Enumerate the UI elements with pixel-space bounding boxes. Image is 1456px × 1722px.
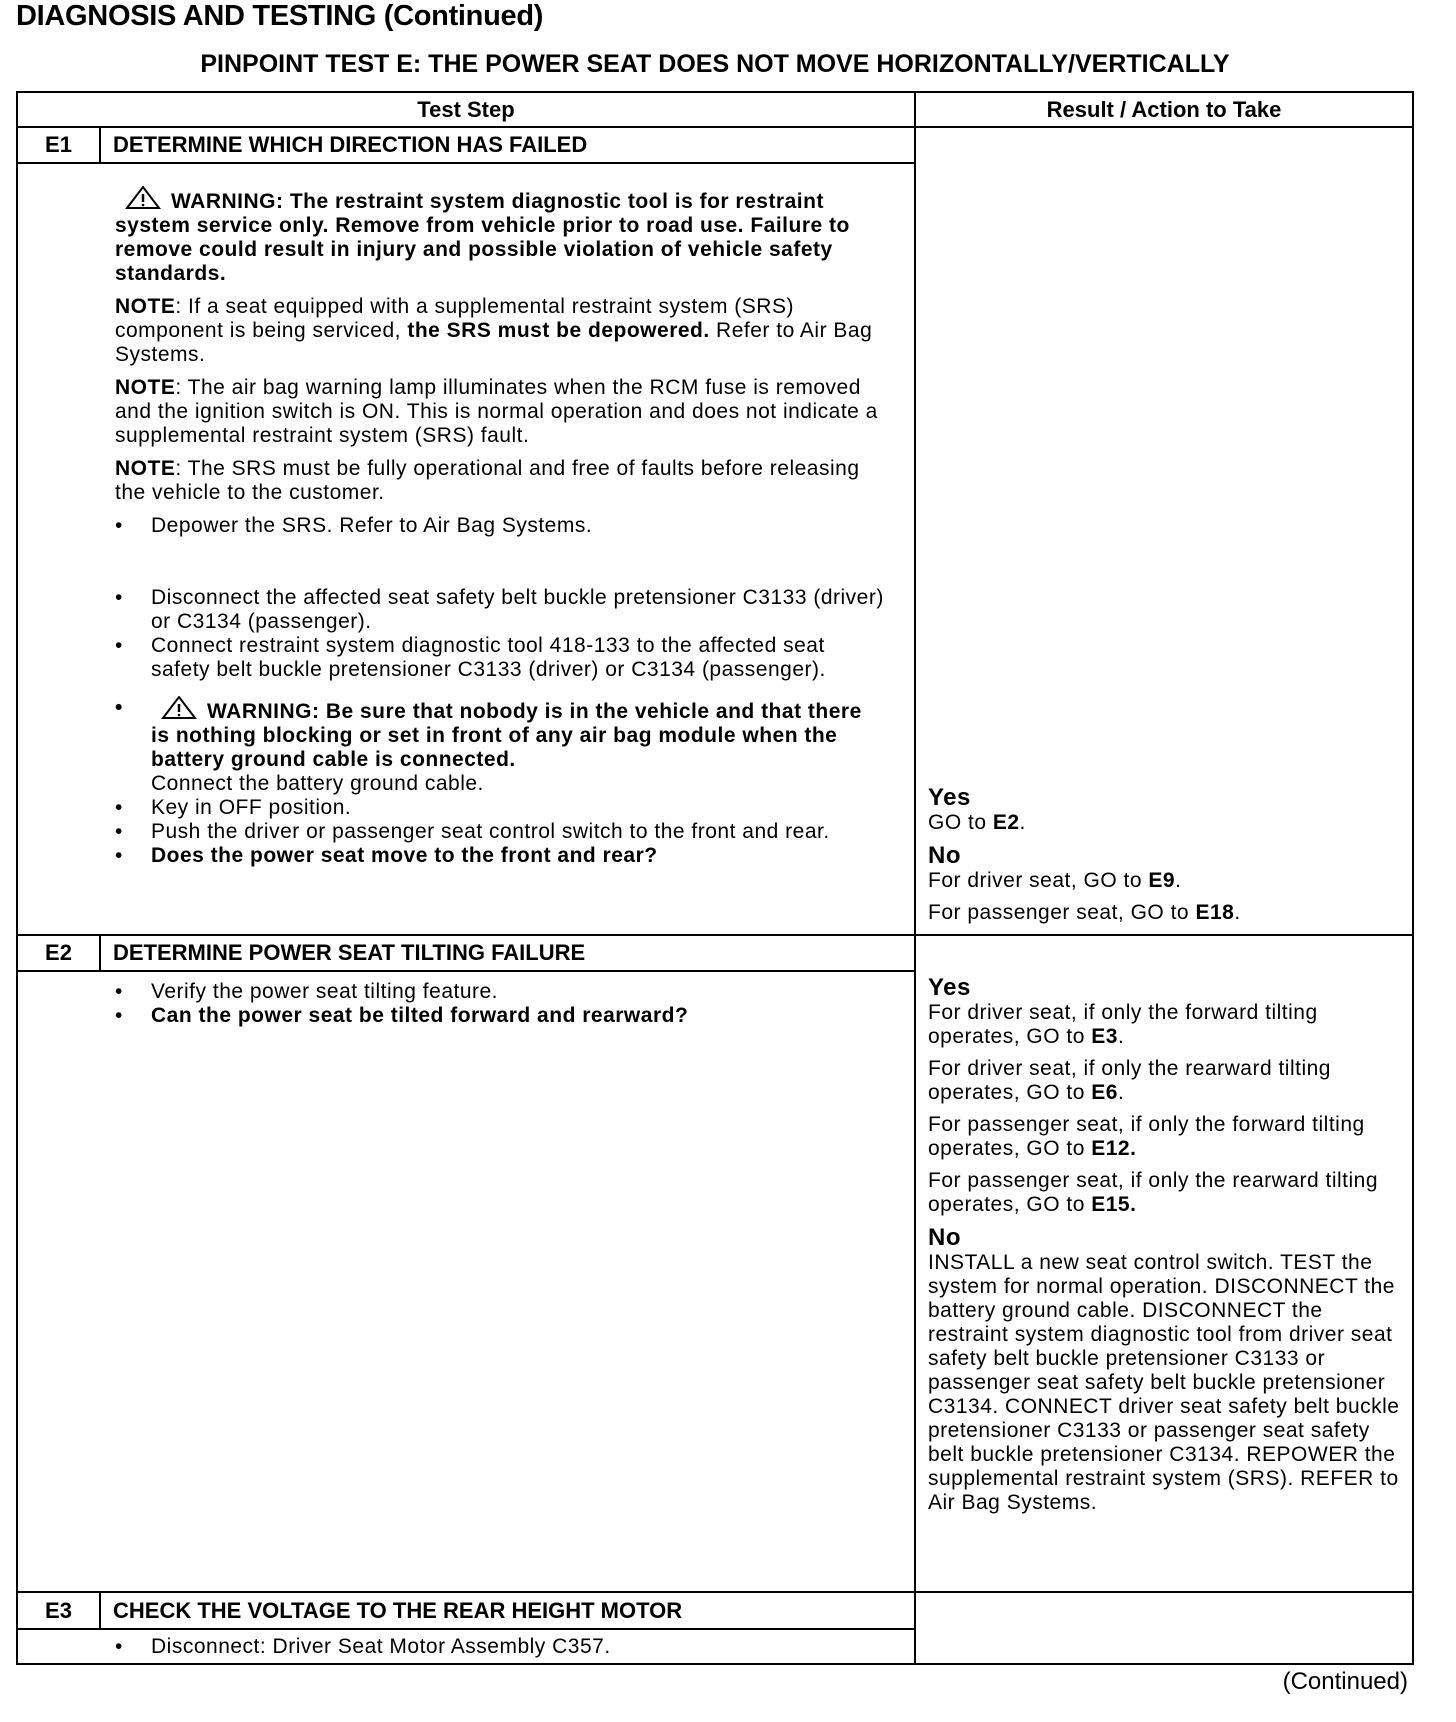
text-segment: WARNING: The restraint system diagnostic tool is for restraint system service only. Remove from vehicle prior to road use. Failure to remove could result in injury and possible violation of vehicle safety standards. — [115, 190, 850, 285]
text-segment: : The air bag warning lamp illuminates when the RCM fuse is removed and the ignition switch is ON. This is normal operation and does not indicate a supplemental restraint system (SRS) fault. — [115, 376, 878, 447]
step-title: CHECK THE VOLTAGE TO THE REAR HEIGHT MOTOR — [99, 1591, 916, 1630]
bullet-block — [115, 980, 884, 1004]
para-block — [115, 376, 884, 448]
text-segment: Depower the SRS. Refer to Air Bag Systems. — [151, 514, 593, 537]
text-segment: E18 — [1195, 901, 1235, 924]
bullet-block — [115, 820, 884, 844]
text-segment: Verify the power seat tilting feature. — [151, 980, 499, 1003]
para-block — [115, 457, 884, 505]
bullet-block — [115, 586, 884, 634]
text-segment: . — [1019, 811, 1026, 834]
text-segment: E15. — [1091, 1193, 1137, 1216]
continued-label: (Continued) — [1282, 1668, 1408, 1695]
text-segment: Yes — [928, 974, 971, 1001]
text-segment: Key in OFF position. — [151, 796, 352, 819]
warning-triangle-icon — [161, 696, 197, 720]
text-segment: Push the driver or passenger seat control switch to the front and rear. — [151, 820, 830, 843]
step-title: DETERMINE WHICH DIRECTION HAS FAILED — [99, 126, 916, 164]
step-title: DETERMINE POWER SEAT TILTING FAILURE — [99, 934, 916, 972]
step-e1-result — [914, 126, 1414, 936]
para-block — [928, 1057, 1404, 1105]
text-segment: E6 — [1091, 1081, 1118, 1104]
text-segment: . — [1117, 1081, 1125, 1104]
para-block — [928, 869, 1402, 893]
text-segment: WARNING: Be sure that nobody is in the vehicle and that there is nothing blocking or set in front of any air bag module when the battery ground cable is connected. — [151, 700, 862, 771]
text-segment: : If a seat equipped with a supplemental restraint system (SRS) component is being serviced, — [115, 295, 794, 342]
text-segment: E3 — [1091, 1025, 1118, 1048]
text-segment: NOTE — [115, 295, 176, 318]
pinpoint-test-title: PINPOINT TEST E: THE POWER SEAT DOES NOT MOVE HORIZONTALLY/VERTICALLY — [200, 50, 1230, 78]
step-id: E1 — [16, 126, 101, 164]
text-segment: E9 — [1148, 869, 1176, 892]
para-block — [928, 1169, 1404, 1217]
heading-block — [928, 975, 1404, 1001]
para-block — [928, 901, 1402, 925]
text-segment: . — [1175, 869, 1182, 892]
column-header-result: Result / Action to Take — [914, 91, 1414, 128]
step-e2-instructions — [16, 970, 916, 1593]
text-segment: Can the power seat be tilted forward and rearward? — [151, 1004, 689, 1027]
bullet-block — [115, 634, 884, 682]
text-segment: For passenger seat, GO to — [928, 901, 1196, 924]
text-segment: No — [928, 842, 961, 869]
bullet-block — [115, 844, 884, 868]
para-block — [115, 295, 884, 367]
heading-block — [928, 785, 1402, 811]
text-segment: Connect restraint system diagnostic tool 418-133 to the affected seat safety belt buckle pretensioner C3133 (driver) or C3134 (passenger). — [151, 634, 826, 681]
text-segment: NOTE — [115, 457, 176, 480]
text-segment: Yes — [928, 784, 971, 811]
heading-block — [928, 843, 1402, 869]
text-segment: INSTALL a new seat control switch. TEST the system for normal operation. DISCONNECT the battery ground cable. DISCONNECT the restraint system diagnostic tool from driver seat safety belt buckle pretensioner C3133 or passenger seat safety belt buckle pretensioner C3134. CONNECT driver seat safety belt buckle pretensioner C3133 or passenger seat safety belt buckle pretensioner C3134. REPOWER the supplemental restraint system (SRS). REFER to Air Bag Systems. — [928, 1251, 1400, 1514]
column-header-test-step: Test Step — [16, 91, 916, 128]
page-title: DIAGNOSIS AND TESTING (Continued) — [16, 0, 544, 32]
text-segment: For driver seat, if only the rearward tilting operates, GO to — [928, 1057, 1331, 1104]
warning-triangle-icon — [125, 186, 161, 210]
text-segment: : The SRS must be fully operational and free of faults before releasing the vehicle to the customer. — [115, 457, 860, 504]
bullet-block — [115, 772, 884, 796]
text-segment: For passenger seat, if only the forward tilting operates, GO to — [928, 1113, 1365, 1160]
para-block — [928, 1113, 1404, 1161]
text-segment: GO to — [928, 811, 993, 834]
text-segment: E12. — [1091, 1137, 1137, 1160]
text-segment: Refer to Air Bag Systems. — [115, 319, 873, 366]
text-segment: Disconnect: Driver Seat Motor Assembly C357. — [151, 1635, 611, 1658]
bullet-block — [115, 514, 884, 538]
text-segment: No — [928, 1224, 961, 1251]
step-e1-instructions — [16, 162, 916, 936]
text-segment: . — [1117, 1025, 1125, 1048]
text-segment: the SRS must be depowered. — [407, 319, 710, 342]
step-e2-result — [914, 934, 1414, 1593]
text-segment: Connect the battery ground cable. — [151, 772, 484, 795]
step-id: E2 — [16, 934, 101, 972]
text-segment: Disconnect the affected seat safety belt buckle pretensioner C3133 (driver) or C3134 (passenger). — [151, 586, 884, 633]
text-segment: For driver seat, GO to — [928, 869, 1149, 892]
warning-block — [115, 186, 884, 286]
bullet-block — [115, 1635, 884, 1659]
text-segment: For passenger seat, if only the rearward tilting operates, GO to — [928, 1169, 1379, 1216]
text-segment: Does the power seat move to the front and rear? — [151, 844, 658, 867]
text-segment: For driver seat, if only the forward tilting operates, GO to — [928, 1001, 1318, 1048]
text-segment: NOTE — [115, 376, 176, 399]
step-e3-instructions — [16, 1628, 916, 1665]
bullet-block — [115, 696, 884, 772]
heading-block — [928, 1225, 1404, 1251]
para-block — [928, 811, 1402, 835]
text-segment: E2 — [992, 811, 1020, 834]
para-block — [928, 1001, 1404, 1049]
bullet-block — [115, 796, 884, 820]
text-segment: . — [1234, 901, 1241, 924]
bullet-block — [115, 1004, 884, 1028]
step-e3-result — [914, 1591, 1414, 1665]
para-block — [928, 1251, 1404, 1515]
step-id: E3 — [16, 1591, 101, 1630]
